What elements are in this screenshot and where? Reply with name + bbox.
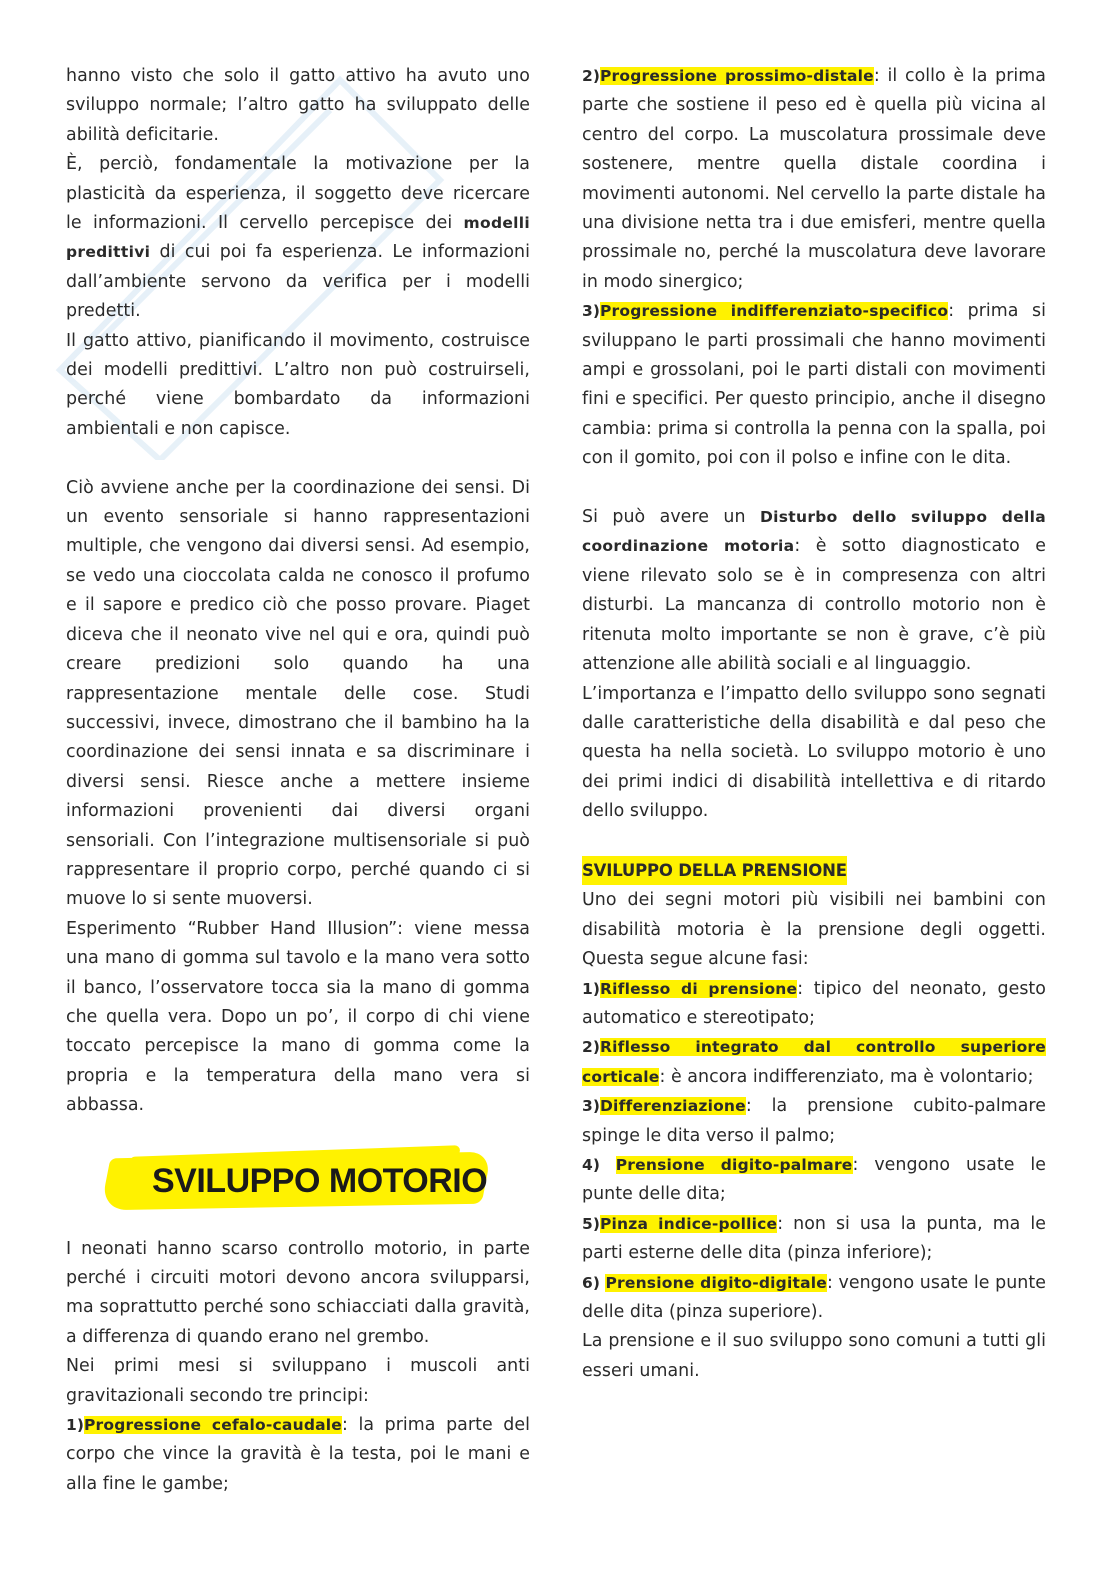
text-run: di cui poi fa esperienza. Le informazioni dall’ambiente servono da verifica per i modelli predetti. [66,242,530,322]
list-number: 5) [582,1214,600,1233]
highlighted-term: Riflesso di prensione [599,979,798,998]
highlighted-term: Prensione digito-digitale [605,1273,827,1292]
paragraph: Esperimento “Rubber Hand Illusion”: viene messa una mano di gomma sul tavolo e la mano vera sotto il banco, l’osservatore tocca sia la mano di gomma che quella vera. Dopo un po’, il corpo di chi viene toccato percepisce la mano di gomma come la propria e la temperatura della mano vera si abbassa. [66,918,530,1116]
highlighted-term: Pinza indice-pollice [599,1214,778,1233]
list-number: 1) [582,979,600,998]
paragraph: Uno dei segni motori più visibili nei bambini con disabilità motoria è la prensione degli oggetti. Questa segue alcune fasi: [582,890,1046,970]
list-item [582,1033,1046,1092]
list-item [582,62,1046,297]
list-number: 2) [582,67,600,85]
highlighted-term: Prensione digito-palmare [615,1156,853,1174]
list-number: 1) [66,1416,84,1435]
subsection-heading-line [582,856,1046,886]
list-item [582,297,1046,473]
paragraph: I neonati hanno scarso controllo motorio, in parte perché i circuiti motori devono ancora svilupparsi, ma soprattutto perché sono schiacciati dalla gravità, a differenza di quando erano nel grembo. [66,1238,530,1347]
highlighted-term: Differenziazione [599,1097,746,1116]
list-item [582,1269,1046,1328]
text-run: : la prensione cubito-palmare spinge le dita verso il palmo; [582,1096,1046,1146]
paragraph: La prensione e il suo sviluppo sono comuni a tutti gli esseri umani. [582,1331,1046,1381]
paragraph: Nei primi mesi si sviluppano i muscoli anti gravitazionali secondo tre principi: [66,1356,530,1406]
text-run: È, perciò, fondamentale la motivazione per la plasticità da esperienza, il soggetto deve ricercare le informazioni. Il cervello percepisce dei [66,154,530,234]
paragraph: L’importanza e l’impatto dello sviluppo sono segnati dalle caratteristiche della disabilità e dal peso che questa ha nella società. Lo sviluppo motorio è uno dei primi indici di disabilità intellettiva e di ritardo dello sviluppo. [582,683,1046,822]
bold-term: modelli predittivi [66,214,530,262]
list-number: 3) [582,302,600,321]
bold-term: Disturbo dello sviluppo della coordinazione motoria [582,508,1046,556]
text-run: : è sotto diagnosticato e viene rilevato solo se è in compresenza con altri disturbi. La mancanza di controllo motorio non è ritenuta molto importante se non è grave, c’è più attenzione alle abilità sociali e al linguaggio. [582,536,1046,675]
paragraph [66,150,530,326]
list-item [582,1092,1046,1151]
list-item [66,1411,530,1499]
text-run: : la prima parte del corpo che vince la gravità è la testa, poi le mani e alla fine le gambe; [66,1415,530,1494]
paragraph: Il gatto attivo, pianificando il movimento, costruisce dei modelli predittivi. L’altro non può costruirseli, perché viene bombardato da informazioni ambientali e non capisce. [66,330,530,439]
list-item [582,975,1046,1034]
section-heading-block [66,1133,530,1229]
text-run: : il collo è la prima parte che sostiene il peso ed è quella più vicina al centro del corpo. La muscolatura prossimale deve sostenere, mentre quella distale coordina i movimenti autonomi. Nel cervello la parte distale ha una divisione netta tra i due emisferi, mentre quella prossimale no, perché la muscolatura deve lavorare in modo sinergico; [582,66,1046,292]
paragraph: hanno visto che solo il gatto attivo ha avuto uno sviluppo normale; l’altro gatto ha sviluppato delle abilità deficitarie. [66,66,530,145]
highlighted-term: Progressione cefalo-caudale [83,1416,342,1435]
highlighted-term: Progressione indifferenziato-specifico [599,302,949,321]
left-column [66,62,530,1499]
list-item [582,1210,1046,1269]
text-run: : vengono usate le punte delle dita; [582,1155,1046,1205]
text-run: : vengono usate le punte delle dita (pinza superiore). [582,1272,1046,1323]
right-column [582,62,1046,1386]
text-run: : prima si sviluppano le parti prossimali che hanno movimenti ampi e grossolani, poi le parti distali con movimenti fini e specifici. Per questo principio, anche il disegno cambia: prima si controlla la penna con la spalla, poi con il gomito, poi con il polso e infine con le dita. [582,301,1046,469]
text-run: Si può avere un [582,507,760,528]
list-number: 4) [582,1156,616,1174]
highlighted-term: Riflesso integrato dal controllo superiore corticale [582,1038,1046,1086]
text-run: : è ancora indifferenziato, ma è volontario; [659,1066,1034,1087]
text-run: : non si usa la punta, ma le parti esterne delle dita (pinza inferiore); [582,1213,1046,1264]
text-run: : tipico del neonato, gesto automatico e stereotipato; [582,978,1046,1028]
paragraph: Ciò avviene anche per la coordinazione dei sensi. Di un evento sensoriale si hanno rappresentazioni multiple, che vengono dai diversi sensi. Ad esempio, se vedo una cioccolata calda ne conosco il profumo e il sapore e predico ciò che posso provare. Piaget diceva che il neonato vive nel qui e ora, quindi può creare predizioni solo quando ha una rappresentazione mentale delle cose. Studi successivi, invece, dimostrano che il bambino ha la coordinazione dei sensi innata e sa discriminare i diversi sensi. Riesce anche a mettere insieme informazioni provenienti dai diversi organi sensoriali. Con l’integrazione multisensoriale si può rappresentare il proprio corpo, perché quando ci si muove lo si sente muoversi. [66,477,530,910]
section-heading: SVILUPPO MOTORIO [152,1161,488,1200]
list-number: 2) [582,1038,600,1057]
list-number: 6) [582,1273,606,1292]
highlighted-term: Progressione prossimo-distale [599,67,874,85]
paragraph [582,503,1046,679]
subsection-heading: SVILUPPO DELLA PRENSIONE [582,856,847,885]
list-item [582,1151,1046,1210]
list-number: 3) [582,1097,600,1116]
